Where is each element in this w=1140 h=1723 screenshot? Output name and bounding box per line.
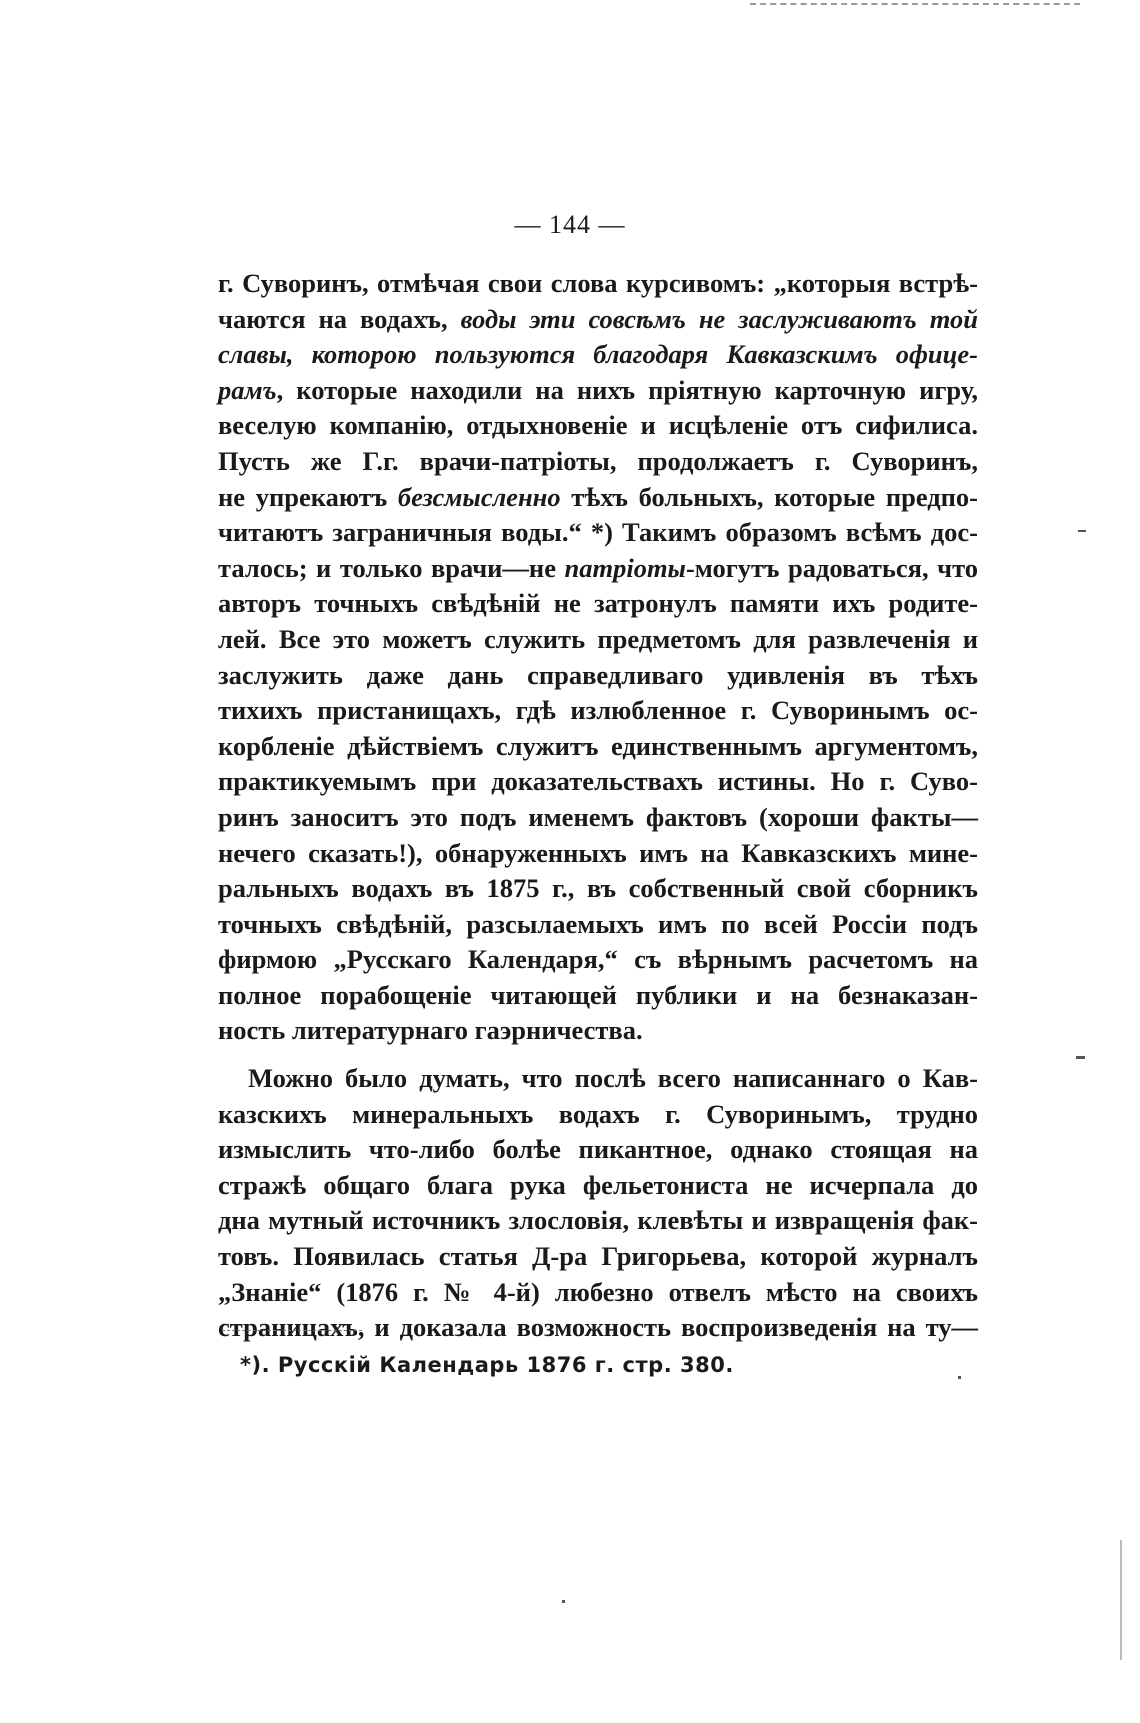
- text-run: талось; и только врачи—не: [218, 552, 565, 583]
- text-line: [218, 978, 978, 1014]
- text-run: Пусть же Г.г. врачи-патріоты, продолжаетъ г. Суворинъ,: [218, 445, 978, 476]
- text-line: [218, 266, 978, 302]
- text-run: г. Суворинъ, отмѣчая свои слова курсивомъ: „которыя встрѣ-: [218, 268, 978, 298]
- text-line: [218, 836, 978, 872]
- text-run: ральныхъ водахъ въ 1875 г., въ собственный свой сборникъ: [218, 873, 978, 904]
- text-run: страницахъ, и доказала возможность воспроизведенія на ту—: [218, 1312, 978, 1343]
- text-run: ринъ заноситъ это подъ именемъ фактовъ (хороши факты—: [218, 801, 978, 832]
- text-line: [218, 408, 978, 444]
- text-run: чаются на водахъ,: [218, 303, 461, 334]
- footnote: *). Русскій Календарь 1876 г. стр. 380.: [240, 1353, 734, 1377]
- text-line: [218, 942, 978, 978]
- text-line: [218, 800, 978, 836]
- italic-text: которою пользуются благодаря Кавказскимъ офице-: [311, 339, 978, 370]
- text-line: [218, 1310, 978, 1346]
- text-run: товъ. Появилась статья Д-ра Григорьева, которой журналъ: [218, 1241, 978, 1272]
- text-line: [218, 1013, 978, 1049]
- text-run: стражѣ общаго блага рука фельетониста не исчерпала до: [218, 1169, 978, 1200]
- scan-speck: [958, 1376, 961, 1379]
- text-line: [218, 480, 978, 516]
- text-run: дна мутный источникъ злословія, клевѣты и извращенія фак-: [218, 1205, 978, 1236]
- text-line: [218, 871, 978, 907]
- text-line: [218, 515, 978, 551]
- text-run: авторъ точныхъ свѣдѣній не затронулъ памяти ихъ родите-: [218, 588, 978, 619]
- text-line: [218, 302, 978, 338]
- scan-speck: [1076, 1056, 1085, 1059]
- text-line: [218, 373, 978, 409]
- italic-text: безсмысленно: [397, 481, 561, 512]
- text-run: не упрекаютъ: [218, 481, 398, 512]
- text-run: измыслить что-либо болѣе пикантное, однако стоящая на: [218, 1134, 978, 1165]
- text-line: [218, 1132, 978, 1168]
- text-run: казскихъ минеральныхъ водахъ г. Суворинымъ, трудно: [218, 1098, 978, 1129]
- text-run: корбленіе дѣйствіемъ служитъ единственнымъ аргументомъ,: [218, 730, 978, 761]
- text-line: [218, 1168, 978, 1204]
- paragraph: [218, 1061, 978, 1346]
- text-line: [218, 1275, 978, 1311]
- text-line: [218, 586, 978, 622]
- text-run: фирмою „Русскаго Календаря,“ съ вѣрнымъ расчетомъ на: [218, 944, 978, 975]
- text-run: читаютъ заграничныя воды.“ *) Такимъ образомъ всѣмъ дос-: [218, 517, 978, 548]
- text-line: [218, 764, 978, 800]
- text-run: ность литературнаго гаэрничества.: [218, 1015, 643, 1046]
- text-run: „Знаніе“ (1876 г. № 4-й) любезно отвелъ мѣсто на своихъ: [218, 1276, 978, 1307]
- italic-text: славы,: [218, 339, 312, 370]
- italic-text: воды эти совсѣмъ не заслуживаютъ той: [460, 303, 978, 334]
- text-line: [218, 444, 978, 480]
- text-run: полное порабощеніе читающей публики и на безнаказан-: [218, 979, 978, 1010]
- text-run: тихихъ пристанищахъ, гдѣ излюбленное г. Суворинымъ ос-: [218, 695, 978, 726]
- text-line: [218, 729, 978, 765]
- text-run: веселую компанію, отдыхновеніе и исцѣленіе отъ сифилиса.: [218, 410, 978, 441]
- text-line: [218, 658, 978, 694]
- text-run: тѣхъ больныхъ, которые предпо-: [560, 481, 978, 512]
- main-text: [218, 266, 978, 1346]
- scan-artifact: [750, 3, 1080, 5]
- text-line: [218, 337, 978, 373]
- text-run: точныхъ свѣдѣній, разсылаемыхъ имъ по всей Россіи подъ: [218, 908, 978, 939]
- text-line: [218, 551, 978, 587]
- text-line: [218, 1061, 978, 1097]
- italic-text: рамъ: [218, 374, 277, 405]
- text-line: [218, 907, 978, 943]
- scan-speck: [562, 1600, 565, 1603]
- text-run: нечего сказать!), обнаруженныхъ имъ на Кавказскихъ мине-: [218, 837, 978, 868]
- text-run: практикуемымъ при доказательствахъ истины. Но г. Суво-: [218, 766, 978, 797]
- text-run: Можно было думать, что послѣ всего написаннаго о Кав-: [248, 1063, 978, 1094]
- text-run: заслужить даже дань справедливаго удивленія въ тѣхъ: [218, 659, 978, 690]
- text-run: -могутъ радоваться, что: [685, 552, 978, 583]
- scan-edge: [1120, 1540, 1122, 1660]
- footnote-separator: [222, 1330, 362, 1331]
- page-number: — 144 —: [514, 210, 626, 239]
- scan-speck: [1078, 530, 1086, 532]
- text-line: [218, 1239, 978, 1275]
- paragraph-gap: [218, 1049, 978, 1061]
- italic-text: патріоты: [564, 552, 686, 583]
- text-line: [218, 622, 978, 658]
- text-run: , которые находили на нихъ пріятную карточную игру,: [276, 374, 978, 405]
- text-line: [218, 1097, 978, 1133]
- text-line: [218, 693, 978, 729]
- text-line: [218, 1203, 978, 1239]
- text-run: лей. Все это можетъ служить предметомъ для развлеченія и: [218, 623, 978, 654]
- paragraph: [218, 266, 978, 1049]
